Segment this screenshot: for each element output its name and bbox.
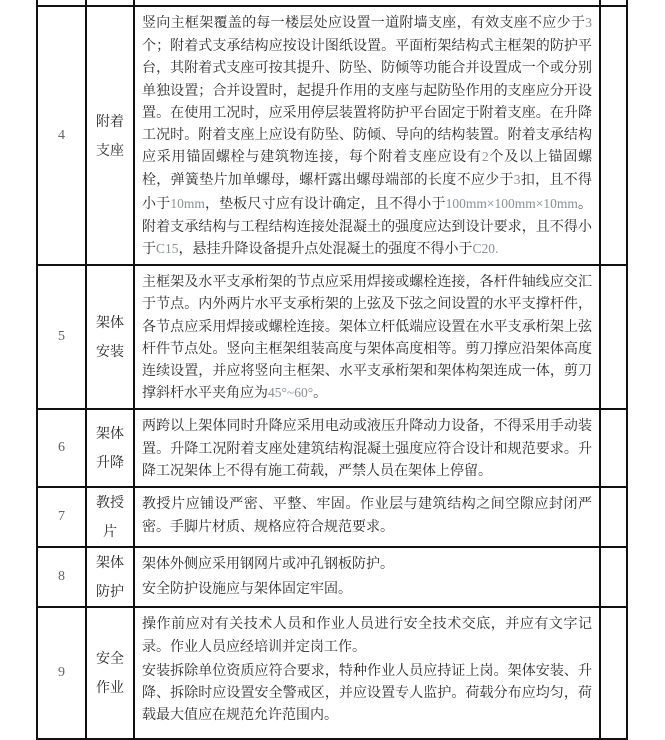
- category-line: 片: [103, 523, 117, 540]
- category-cell: [86, 409, 134, 487]
- requirement-paragraph: 竖向主框架覆盖的每一楼层处应设置一道附墙支座，有效支座不应少于3个；附着式支承结构应按设计图纸设置。平面桁架结构式主框架的防护平台，其附着式支座可按其提升、防坠、防倾等功能合并设置成一个或分别单独设置；合并设置时，起提升作用的支座与起防坠作用的支座应分开设置。在使用工况时，应采用停层装置将防护平台固定于附着支座。在升降工况时。附着支座上应设有防坠、防倾、导向的结构装置。附着支承结构应采用锚固螺栓与建筑物连接，每个附着支座应设有2个及以上锚固螺栓，弹簧垫片加单螺母，螺杆露出螺母端部的长度不应少于3扣，且不得小于10mm，垫板尺寸应有设计确定，且不得小于100mm×100mm×10mm。附着支承结构与工程结构连接处混凝土的强度应达到设计要求，且不得小于C15，悬挂升降设备提升点处混凝土的强度不得小于C20.: [142, 14, 593, 257]
- category-line: 架体: [96, 554, 124, 571]
- category-line: 架体: [96, 314, 124, 331]
- latin-run: C15: [156, 241, 179, 257]
- row-number-cell: 4: [37, 6, 86, 265]
- row-number-cell: 7: [37, 487, 86, 547]
- table-row: [37, 547, 627, 607]
- requirement-paragraph: 安装拆除单位资质应符合要求，特种作业人员应持证上岗。架体安装、升降、拆除时应设置安全警戒区，并应设置专人监护。荷载分布应均匀，荷载最大值应在规范允许范围内。: [142, 661, 592, 723]
- category-line: 架体: [96, 425, 124, 442]
- requirement-paragraph: 安全防护设施应与架体固定牢固。: [142, 579, 352, 596]
- category-line: 附着: [96, 112, 124, 129]
- result-cell-empty: [600, 409, 627, 487]
- latin-run: 45°~60°: [268, 385, 314, 401]
- category-cell: [86, 607, 134, 739]
- requirement-paragraph: 操作前应对有关技术人员和作业人员进行安全技术交底，并应有文字记录。作业人员应经培训并定岗工作。: [142, 615, 592, 654]
- requirement-text-cell: [134, 409, 600, 487]
- category-cell: [86, 265, 134, 409]
- requirement-text-cell: [134, 6, 600, 265]
- category-line: 安全: [96, 650, 124, 667]
- result-cell-empty: [600, 607, 627, 739]
- table-row: [37, 6, 627, 265]
- category-line: 防护: [96, 583, 124, 600]
- result-cell-empty: [600, 265, 627, 409]
- category-line: 支座: [96, 141, 124, 158]
- latin-run: 3: [513, 172, 521, 188]
- category-line: 升降: [96, 454, 124, 471]
- requirement-text-cell: [134, 547, 600, 607]
- row-number-cell: 5: [37, 265, 86, 409]
- category-cell: [86, 487, 134, 547]
- latin-run: 3: [585, 15, 592, 30]
- result-cell-empty: [600, 487, 627, 547]
- latin-run: C20.: [472, 241, 499, 257]
- requirement-paragraph: 架体外侧应采用钢网片或冲孔钢板防护。: [142, 555, 394, 572]
- result-cell-empty: [600, 6, 627, 265]
- result-cell-empty: [600, 547, 627, 607]
- category-cell: [86, 547, 134, 607]
- requirement-paragraph: 两跨以上架体同时升降应采用电动或液压升降动力设备，不得采用手动装置。升降工况附着支座处建筑结构混凝土强度应符合设计和规范要求。升降工况架体上不得有施工荷载，严禁人员在架体上停留。: [142, 417, 592, 478]
- category-line: 安装: [96, 343, 124, 360]
- latin-run: 100mm×100mm×10mm: [445, 195, 578, 211]
- requirement-text-cell: [134, 487, 600, 547]
- table-row: [37, 265, 627, 409]
- table-row: [37, 409, 627, 487]
- table-row: [37, 607, 627, 739]
- latin-run: 10mm: [170, 195, 205, 211]
- requirement-paragraph: 教授片应铺设严密、平整、牢固。作业层与建筑结构之间空隙应封闭严密。手脚片材质、规格应符合规范要求。: [142, 495, 592, 534]
- inspection-table: [36, 0, 628, 740]
- category-line: 教授: [96, 494, 124, 511]
- row-number-cell: 9: [37, 607, 86, 739]
- row-number-cell: 8: [37, 547, 86, 607]
- requirement-paragraph: 主框架及水平支承桁架的节点应采用焊接或螺栓连接，各杆件轴线应交汇于节点。内外两片水平支承桁架的上弦及下弦之间设置的水平支撑杆件，各节点应采用焊接或螺栓连接。架体立杆低端应设置在水平支承桁架上弦杆件节点处。竖向主框架组装高度与架体高度相等。剪刀撑应沿架体高度连续设置，并应将竖向主框架、水平支承桁架和架体构架连成一体，剪刀撑斜杆水平夹角应为45°~60°。: [142, 273, 592, 401]
- requirement-text-cell: [134, 607, 600, 739]
- requirement-text-cell: [134, 265, 600, 409]
- latin-run: 2: [481, 149, 489, 165]
- category-cell: [86, 6, 134, 265]
- category-line: 作业: [96, 679, 124, 696]
- row-number-cell: 6: [37, 409, 86, 487]
- table-row: [37, 487, 627, 547]
